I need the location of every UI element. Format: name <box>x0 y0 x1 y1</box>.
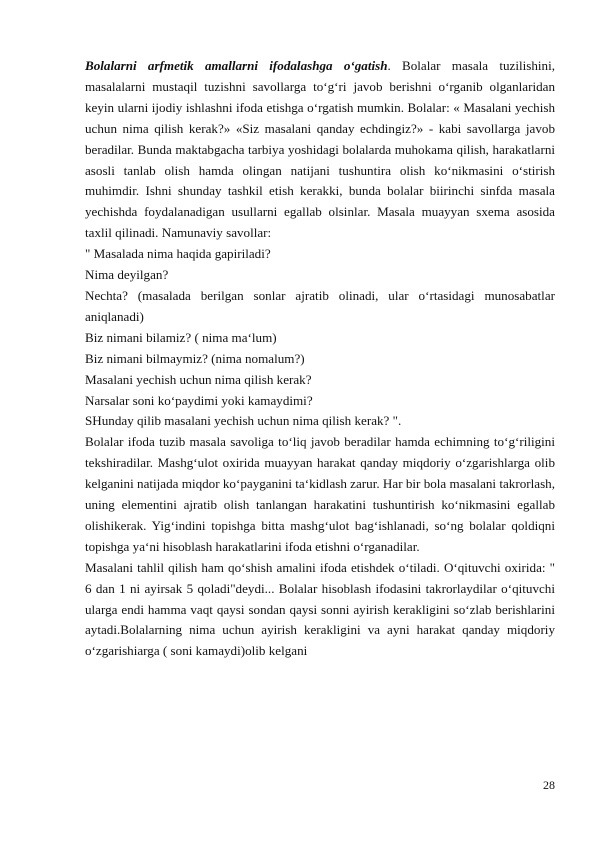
question-7: Narsalar soni ko‘paydimi yoki kamaydimi? <box>85 392 313 408</box>
question-4: Biz nimani bilamiz? ( nima ma‘lum) <box>85 329 277 345</box>
question-2: Nima deyilgan? <box>85 267 169 283</box>
intro-text: . Bolalar masala tuzilishini, masalalarni mustaqil tuzishni savollarga to‘g‘ri javob berishni o‘rganib olganlaridan keyin ularni ijodiy ishlashni ifoda etishga o‘rgatish mumkin. Bolalar: « Masalani yechish uchun nima qilish kerak?» «Siz masalani qanday echdingiz?» - kabi savollarga javob beradilar. Bunda maktabgacha tarbiya yoshidagi bolalarda muhokama qilish, harakatlarni asosli tanlab olish hamda olingan natijani tushuntira olish ko‘nikmasini o‘stirish muhimdir. Ishni shunday tashkil etish kerakki, bunda bolalar biirinchi sinfda masala yechishda foydalanadigan usullarni egallab olsinlar. Masala muayyan sxema asosida taxlil qilinadi. Namunaviy savollar: <box>85 58 555 241</box>
question-1: " Masalada nima haqida gapiriladi? <box>85 246 271 262</box>
paragraph-analysis: Masalani tahlil qilish ham qo‘shish amalini ifoda etishdek o‘tiladi. O‘qituvchi oxirida: " 6 dan 1 ni ayirsak 5 qoladi"deydi... Bolalar hisoblash ifodasini takrorlaydilar o‘qituvchi ularga endi hamma vaqt qaysi sondan qaysi sonni ayirish kerakligini so‘zlab berishlarini aytadi.Bolalarning nima uchun ayirish kerakligini va ayni harakat qanday miqdoriy o‘zgarishiarga ( soni kamaydi)olib kelgani <box>85 559 555 659</box>
intro-heading: Bolalarni arfmetik amallarni ifodalashga o‘gatish <box>85 58 388 73</box>
question-6: Masalani yechish uchun nima qilish kerak? <box>85 371 312 387</box>
paragraph-expression: Bolalar ifoda tuzib masala savoliga to‘liq javob beradilar hamda echimning to‘g‘riligini tekshiradilar. Mashg‘ulot oxirida muayyan harakat qanday miqdoriy o‘zgarishlarga olib kelganini natijada miqdor ko‘payganini ta‘kidlash zarur. Har bir bola masalani takrorlash, uning elementini ajratib olish tanlangan harakatini tushuntirish ko‘nikmasini egallab olishikerak. Yig‘indini topishga bitta mashg‘ulot bag‘ishlanadi, so‘ng bolalar qoldiqni topishga ya‘ni hisoblash harakatlarini ifoda etishni o‘rganadilar. <box>85 434 555 554</box>
question-5: Biz nimani bilmaymiz? (nima nomalum?) <box>85 350 305 366</box>
body-text <box>85 56 555 662</box>
question-8: SHunday qilib masalani yechish uchun nima qilish kerak? ". <box>85 413 402 429</box>
question-3: Nechta? (masalada berilgan sonlar ajratib olinadi, ular o‘rtasidagi munosabatlar aniqlanadi) <box>85 287 555 324</box>
page-number: 28 <box>543 778 555 792</box>
paragraph-intro <box>85 56 555 244</box>
